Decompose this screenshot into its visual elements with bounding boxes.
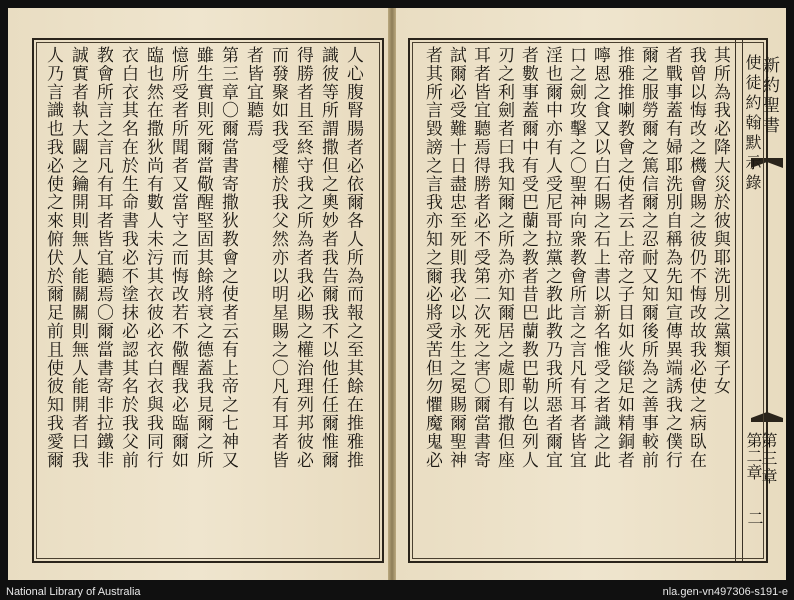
text-column: 第三章〇爾當書寄撒狄教會之使者云有上帝之七神又 <box>218 46 238 470</box>
right-text-frame <box>408 38 779 563</box>
text-column: 我曾以悔改之機會賜之彼仍不悔改故我必使之病臥在 <box>686 46 706 470</box>
book-spread <box>8 8 786 580</box>
text-column: 者數事蓋爾中有受巴蘭之教者昔巴蘭教巴勒以色列人 <box>518 46 538 470</box>
text-column: 者戰事蓋有婦耶洗別自稱為先知宣傳異端誘我之僕行 <box>662 46 682 470</box>
left-text-frame <box>32 38 384 563</box>
text-column: 者其所言毀謗之言我亦知之爾必將受苦但勿懼魔鬼必 <box>422 46 442 470</box>
text-column: 教會所言之言凡有耳者皆宜聽焉〇爾當書寄非拉鐵非 <box>93 46 113 470</box>
right-book-title: 使徒約翰默示錄 <box>743 54 762 194</box>
text-column: 淫也爾中亦有人受尼哥拉黨之教此教乃我所惡者爾宜 <box>542 46 562 470</box>
left-chapter-label: 第三章 <box>759 432 778 486</box>
text-column: 憶所受者所聞者又當守之而悔改若不儆醒我必臨爾如 <box>168 46 188 470</box>
text-column: 識彼等所謂撒但之奧妙者我告爾我不以他任任爾惟爾 <box>318 46 338 470</box>
text-column: 嚀恩之食又以白石賜之石上書以新名惟受之者識之此 <box>590 46 610 470</box>
library-credit: National Library of Australia <box>6 586 141 598</box>
text-column: 推雅推喇教會之使者云上帝之子目如火燄足如精銅者 <box>614 46 634 470</box>
book-gutter <box>388 8 396 580</box>
text-column: 口之劍攻擊之〇聖神向衆教會所言之言凡有耳者皆宜 <box>566 46 586 470</box>
text-column: 耳者皆宜聽焉得勝者必不受第二次死之害〇爾當書寄 <box>470 46 490 470</box>
text-column: 臨也然在撒狄尚有數人未污其衣彼必衣白衣與我同行 <box>143 46 163 470</box>
text-column: 而發聚如我受權於我父然亦以明星賜之〇凡有耳者皆 <box>268 46 288 470</box>
book-title: 新約聖書 <box>759 56 779 136</box>
image-identifier: nla.gen-vn497306-s191-e <box>662 586 788 598</box>
text-column: 者皆宜聽焉 <box>243 46 263 138</box>
text-column: 人心腹腎腸者必依爾各人所為而報之至其餘在推雅推 <box>343 46 363 470</box>
right-chapter-label: 第二章 <box>744 432 763 480</box>
text-column: 衣白衣其名在於生命書我必不塗抹必認其名於我父前 <box>118 46 138 470</box>
page-number: 二 <box>745 510 764 526</box>
text-column: 誠實者執大闢之鑰開則無人能關關則無人能開者曰我 <box>68 46 88 470</box>
fishtail-ornament-top <box>751 158 783 168</box>
text-column: 爾之服勞爾之篤信爾之忍耐又知爾後所為之善事較前 <box>638 46 658 470</box>
text-column: 試爾必受難十日盡忠至死則我必以永生之冕賜爾聖神 <box>446 46 466 470</box>
fishtail-ornament-bottom <box>751 412 783 422</box>
text-column: 人乃言識也我必使之來俯伏於爾足前且使彼知我愛爾 <box>43 46 63 470</box>
right-header-column <box>735 40 766 561</box>
text-column: 得勝者且至終守我之所為者我必賜之權治理列邦彼必 <box>293 46 313 470</box>
text-column: 其所為我必降大災於彼與耶洗別之黨類子女 <box>710 46 730 396</box>
text-column: 刃之利劍者曰我知爾之所為亦知爾居之處即有撒但座 <box>494 46 514 470</box>
text-column: 雖生實則死爾當儆醒堅固其餘將衰之德蓋我見爾之所 <box>193 46 213 470</box>
